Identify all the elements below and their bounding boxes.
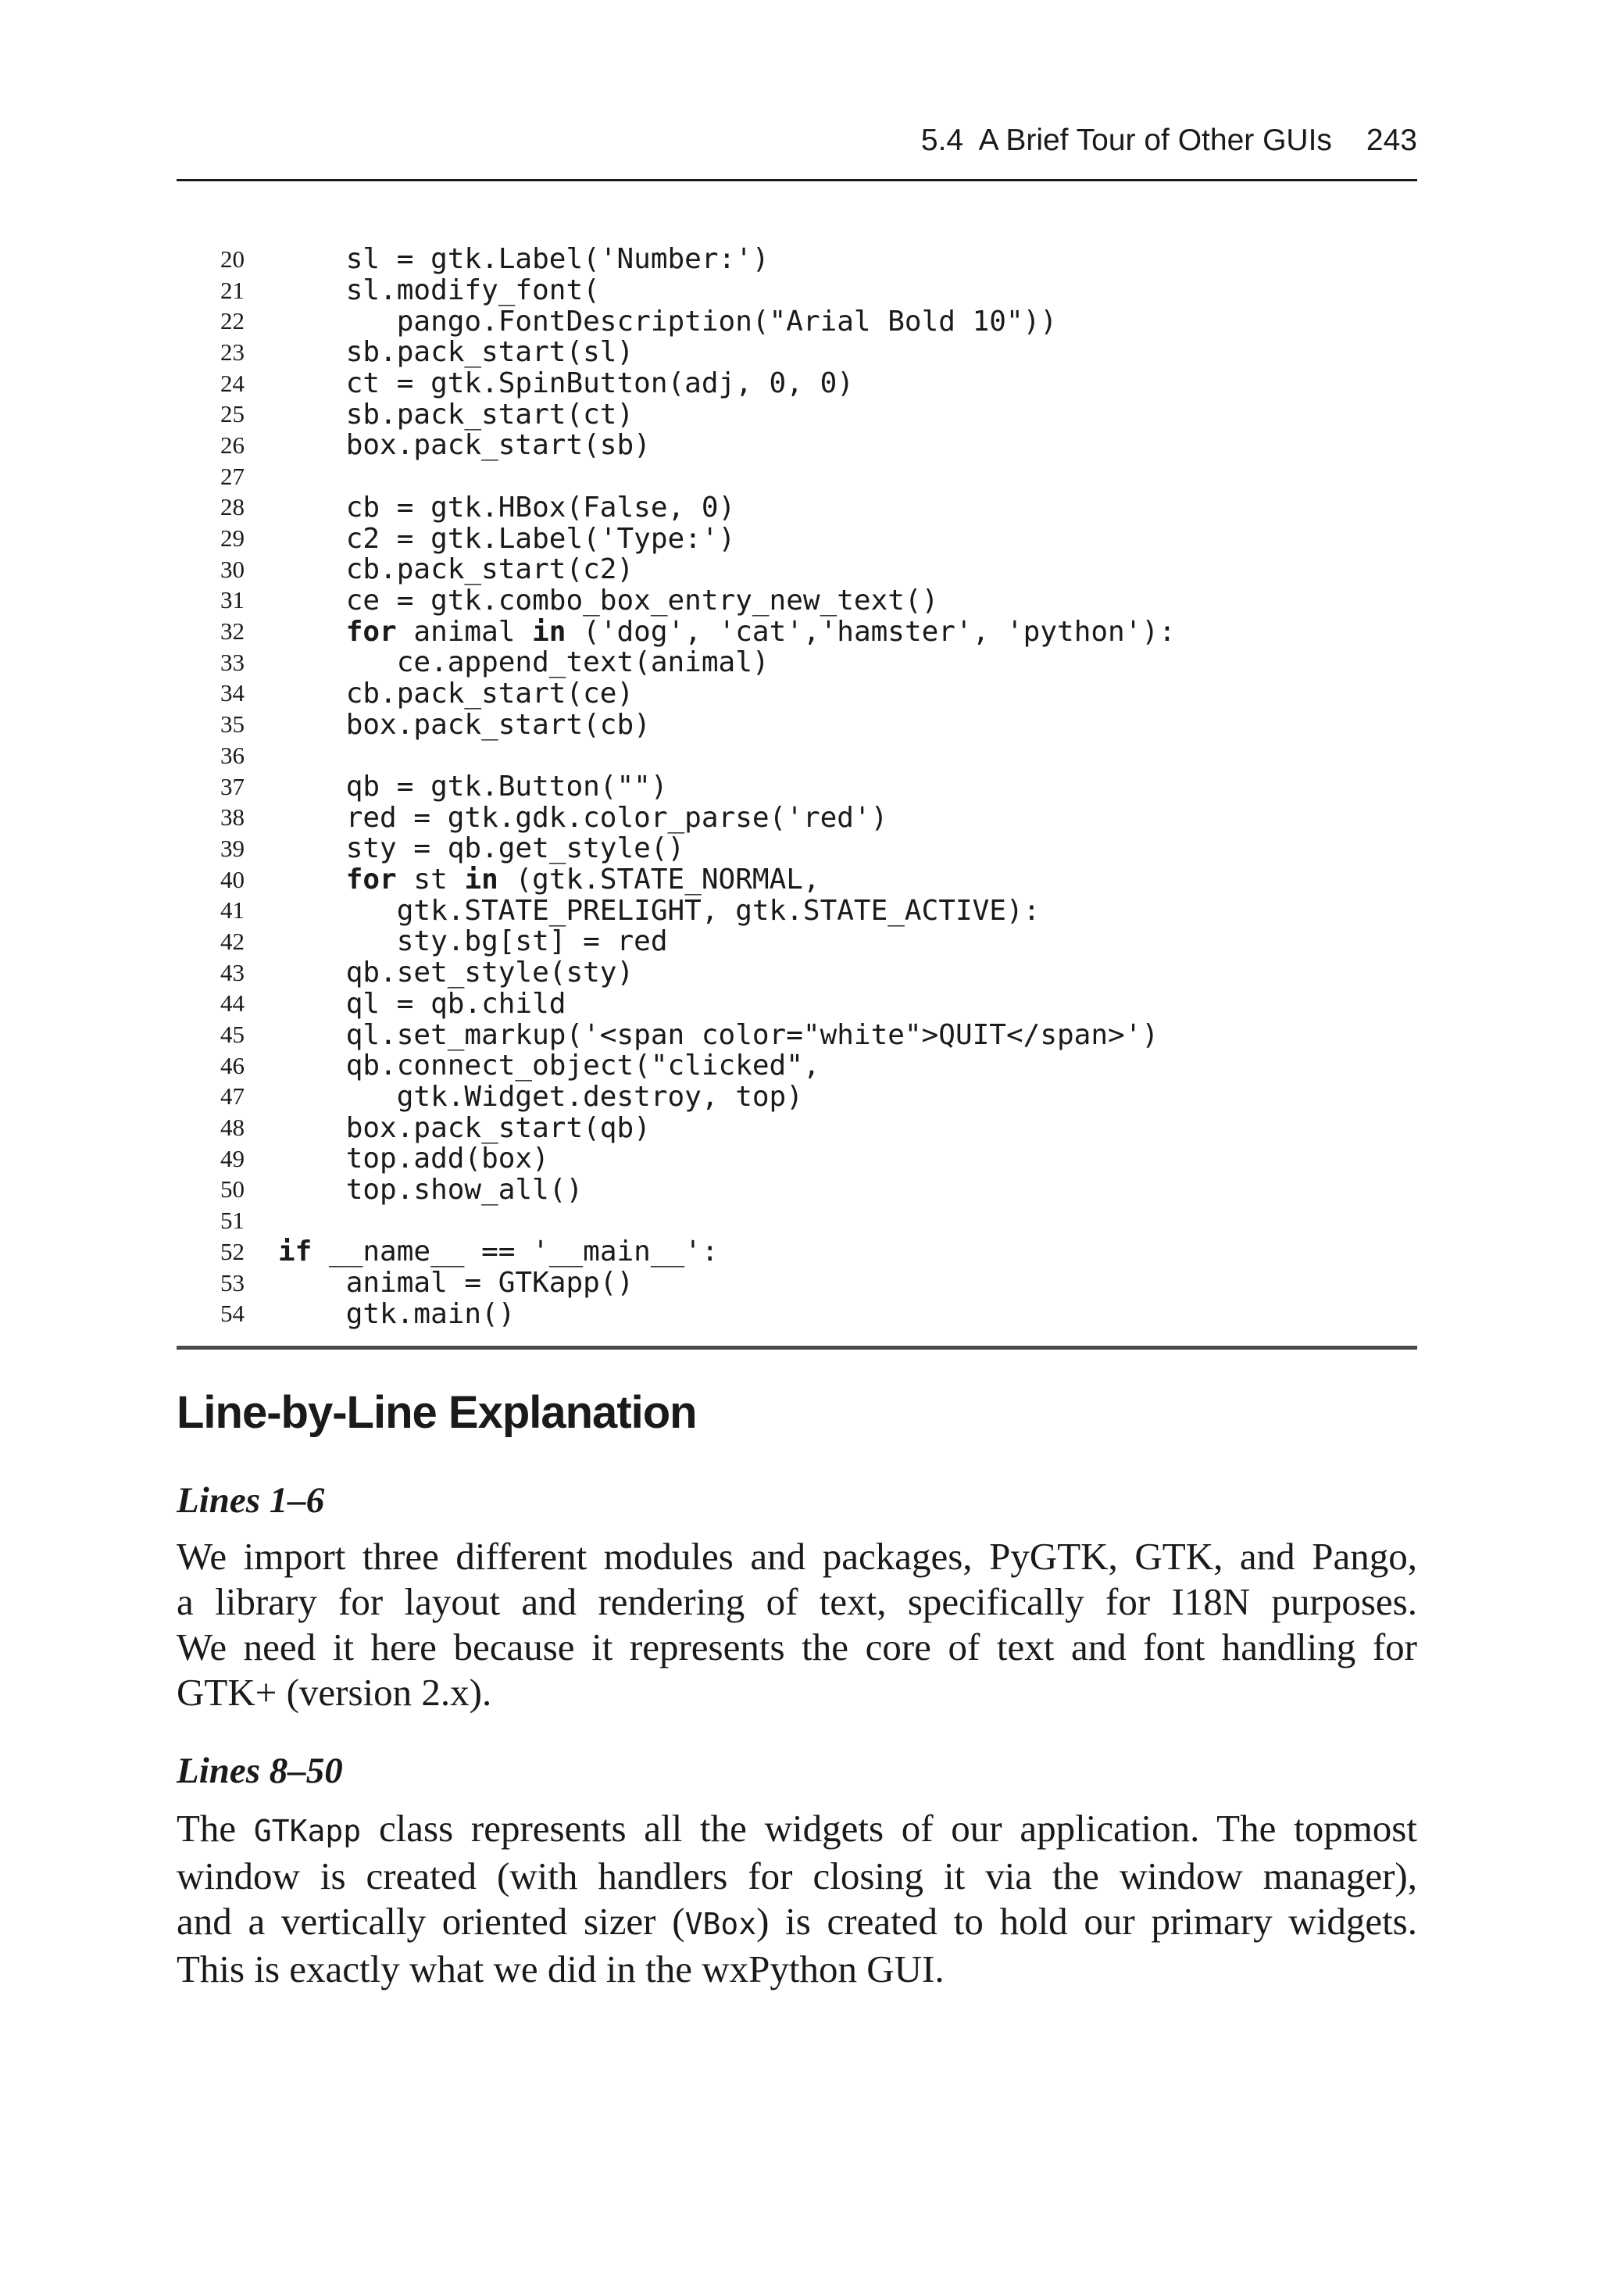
- line-number: 54: [220, 1300, 245, 1328]
- line-number: 47: [220, 1082, 245, 1110]
- paragraph-line: We import three different modules and packages, PyGTK, GTK, and Pango,: [177, 1535, 1417, 1578]
- code-line: [177, 337, 1417, 368]
- line-number: 53: [220, 1268, 245, 1296]
- line-number: 36: [220, 741, 245, 769]
- line-number: 45: [220, 1021, 245, 1049]
- inline-code: GTKapp: [253, 1814, 362, 1848]
- line-number: 38: [220, 803, 245, 831]
- line-number: 23: [220, 338, 245, 366]
- code-text: for animal in ('dog', 'cat','hamster', 'python'):: [345, 615, 1176, 648]
- code-text: if __name__ == '__main__':: [278, 1236, 719, 1268]
- code-line: [177, 1236, 1417, 1268]
- line-number: 51: [220, 1207, 245, 1235]
- code-line: [177, 399, 1417, 430]
- code-text: box.pack_start(qb): [278, 1111, 651, 1144]
- code-keyword: for: [345, 864, 397, 896]
- subsection-heading-lines-1-6: Lines 1–6: [177, 1480, 325, 1521]
- code-text: animal = GTKapp(): [278, 1267, 634, 1300]
- code-text: sl = gtk.Label('Number:'): [278, 243, 770, 276]
- line-number: 20: [220, 245, 245, 273]
- code-line: [177, 461, 1417, 492]
- paragraph-line: a library for layout and rendering of text, specifically for I18N purposes.: [177, 1580, 1417, 1623]
- paragraph-line: window is created (with handlers for closing it via the window manager),: [177, 1854, 1417, 1897]
- code-line: [177, 740, 1417, 771]
- code-line: [177, 523, 1417, 554]
- header-rule: [177, 179, 1417, 181]
- code-text: ce = gtk.combo_box_entry_new_text(): [278, 584, 939, 617]
- running-header: [177, 123, 1417, 163]
- line-number: 35: [220, 710, 245, 739]
- code-text: sb.pack_start(sl): [278, 336, 634, 369]
- paragraph-line: GTK+ (version 2.x).: [177, 1671, 492, 1714]
- code-line: [177, 585, 1417, 617]
- code-line: [177, 1268, 1417, 1299]
- code-text: sty = qb.get_style(): [278, 832, 685, 865]
- line-number: 26: [220, 431, 245, 459]
- code-line: [177, 306, 1417, 337]
- code-text: gtk.Widget.destroy, top): [278, 1080, 803, 1113]
- line-number: 41: [220, 896, 245, 924]
- line-number: 52: [220, 1237, 245, 1265]
- line-number: 42: [220, 927, 245, 955]
- line-number: 30: [220, 555, 245, 583]
- line-number: 24: [220, 369, 245, 397]
- line-number: 33: [220, 648, 245, 676]
- code-line: [177, 1175, 1417, 1206]
- line-number: 28: [220, 493, 245, 521]
- code-line: [177, 430, 1417, 461]
- code-text: box.pack_start(sb): [278, 429, 651, 462]
- code-line: [177, 647, 1417, 678]
- line-number: 27: [220, 462, 245, 490]
- paragraph-line: The GTKapp class represents all the widgets of our application. The topmost: [177, 1807, 1417, 1850]
- code-text: sl.modify_font(: [278, 274, 600, 307]
- page-number: 243: [1366, 123, 1417, 157]
- code-line: [177, 1205, 1417, 1236]
- code-text: top.add(box): [278, 1143, 549, 1175]
- code-line: [177, 368, 1417, 399]
- code-keyword: in: [464, 864, 498, 896]
- code-keyword: in: [532, 615, 566, 648]
- line-number: 50: [220, 1175, 245, 1203]
- code-text: cb.pack_start(ce): [278, 677, 634, 710]
- running-header-title: 5.4 A Brief Tour of Other GUIs: [920, 123, 1332, 157]
- line-number: 48: [220, 1114, 245, 1142]
- code-text: ce.append_text(animal): [278, 646, 770, 679]
- line-number: 31: [220, 586, 245, 614]
- code-text: c2 = gtk.Label('Type:'): [278, 522, 736, 555]
- code-text: red = gtk.gdk.color_parse('red'): [278, 801, 888, 834]
- code-line: [177, 864, 1417, 896]
- code-line: [177, 895, 1417, 926]
- code-line: [177, 1050, 1417, 1082]
- code-text: qb.set_style(sty): [278, 957, 634, 989]
- paragraph-line: This is exactly what we did in the wxPython GUI.: [177, 1947, 945, 1990]
- line-number: 25: [220, 400, 245, 428]
- code-keyword: if: [278, 1236, 312, 1268]
- code-line: [177, 802, 1417, 833]
- line-number: 22: [220, 307, 245, 335]
- code-line: [177, 1082, 1417, 1113]
- code-line: [177, 709, 1417, 740]
- code-listing-rule: [177, 1346, 1417, 1350]
- code-text: ql.set_markup('<span color="white">QUIT</span>'): [278, 1018, 1159, 1051]
- code-text: for st in (gtk.STATE_NORMAL,: [345, 864, 820, 896]
- code-text: top.show_all(): [278, 1173, 584, 1206]
- code-text: gtk.main(): [278, 1297, 516, 1330]
- code-text: cb.pack_start(c2): [278, 553, 634, 586]
- line-number: 40: [220, 865, 245, 893]
- code-keyword: for: [345, 615, 397, 648]
- section-heading: Line-by-Line Explanation: [177, 1387, 697, 1438]
- code-line: [177, 771, 1417, 803]
- line-number: 21: [220, 276, 245, 304]
- line-number: 43: [220, 958, 245, 986]
- line-number: 37: [220, 772, 245, 800]
- subsection-heading-lines-8-50: Lines 8–50: [177, 1751, 343, 1791]
- code-text: gtk.STATE_PRELIGHT, gtk.STATE_ACTIVE):: [278, 894, 1041, 927]
- code-line: [177, 833, 1417, 864]
- code-line: [177, 554, 1417, 585]
- code-line: [177, 1112, 1417, 1143]
- code-line: [177, 989, 1417, 1020]
- line-number: 32: [220, 617, 245, 646]
- code-line: [177, 616, 1417, 647]
- inline-code: VBox: [684, 1907, 757, 1941]
- paragraph-line: We need it here because it represents the core of text and font handling for: [177, 1625, 1417, 1668]
- code-line: [177, 492, 1417, 524]
- line-number: 34: [220, 679, 245, 707]
- code-text: qb = gtk.Button(""): [278, 771, 668, 803]
- code-line: [177, 957, 1417, 989]
- code-line: [177, 926, 1417, 957]
- line-number: 29: [220, 524, 245, 553]
- code-text: ql = qb.child: [278, 987, 566, 1020]
- code-line: [177, 244, 1417, 275]
- code-text: box.pack_start(cb): [278, 708, 651, 741]
- code-line: [177, 1143, 1417, 1175]
- code-text: cb = gtk.HBox(False, 0): [278, 491, 736, 524]
- code-line: [177, 275, 1417, 306]
- line-number: 46: [220, 1051, 245, 1079]
- code-line: [177, 1298, 1417, 1329]
- paragraph-line: and a vertically oriented sizer (VBox) is created to hold our primary widgets.: [177, 1900, 1417, 1943]
- paragraph-lines-1-6: [177, 1534, 1417, 1715]
- line-number: 39: [220, 834, 245, 862]
- code-text: qb.connect_object("clicked",: [278, 1050, 820, 1082]
- line-number: 44: [220, 989, 245, 1017]
- code-text: sty.bg[st] = red: [278, 925, 668, 958]
- code-text: ct = gtk.SpinButton(adj, 0, 0): [278, 367, 854, 400]
- code-line: [177, 678, 1417, 710]
- code-listing: [177, 244, 1417, 1329]
- line-number: 49: [220, 1144, 245, 1172]
- code-text: sb.pack_start(ct): [278, 398, 634, 431]
- paragraph-lines-8-50: [177, 1806, 1417, 1992]
- code-text: pango.FontDescription("Arial Bold 10")): [278, 305, 1057, 338]
- code-line: [177, 1019, 1417, 1050]
